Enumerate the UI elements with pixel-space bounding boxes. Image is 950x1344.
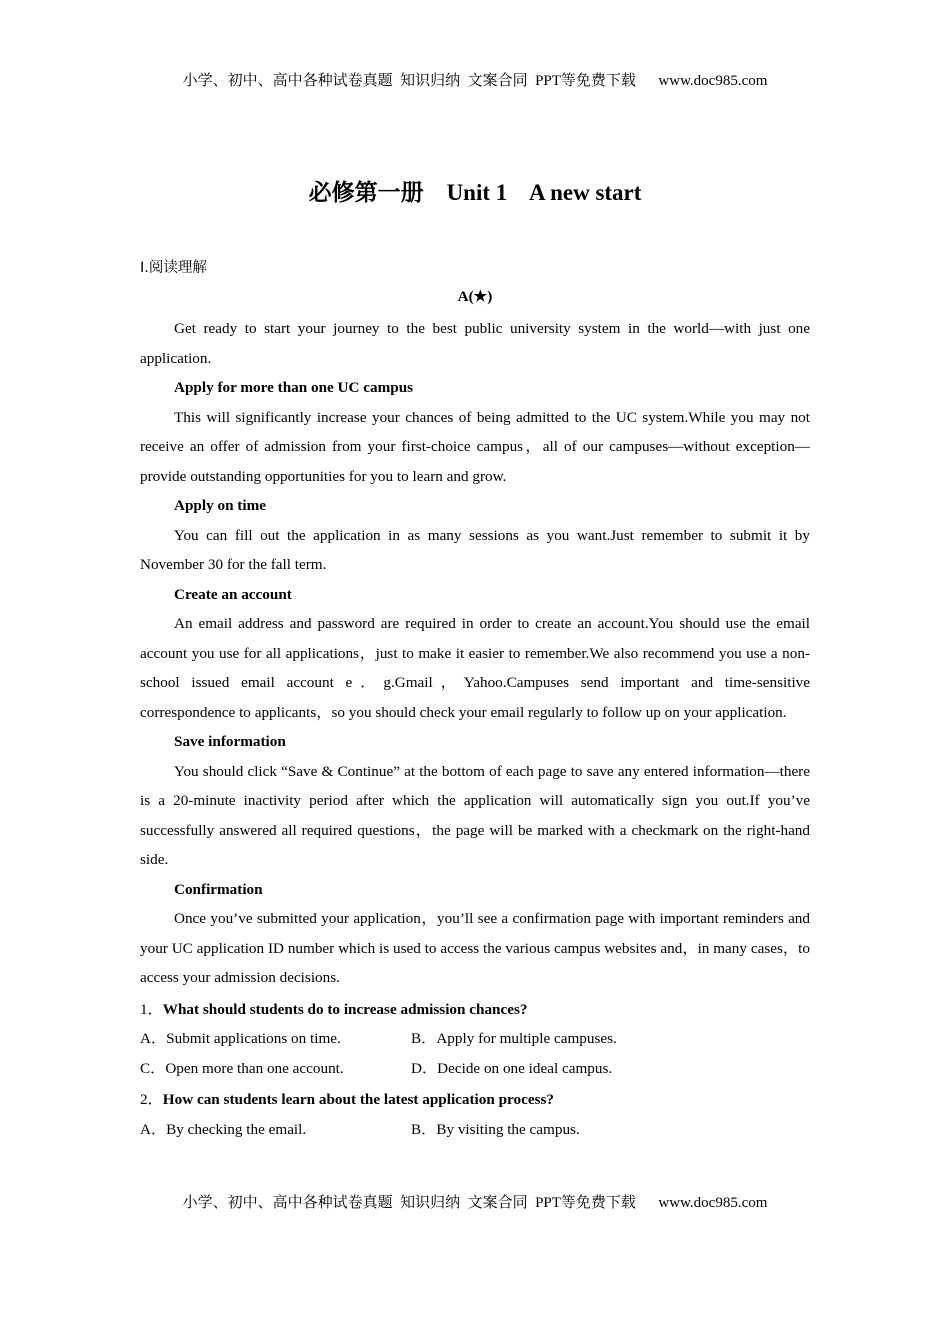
question-2 bbox=[140, 1085, 810, 1115]
option-row bbox=[140, 1024, 810, 1054]
section-paragraph: You can fill out the application in as many sessions as you want.Just remember to submit it by November 30 for the fall term. bbox=[140, 526, 810, 573]
section-heading: Save information bbox=[174, 733, 286, 750]
question-text: What should students do to increase admission chances? bbox=[162, 1000, 528, 1018]
page-title: 必修第一册 Unit 1 A new start bbox=[308, 180, 642, 205]
section-heading: Confirmation bbox=[174, 880, 263, 898]
section-heading: Create an account bbox=[174, 585, 292, 603]
option-row bbox=[140, 1115, 810, 1145]
intro-paragraph: Get ready to start your journey to the best public university system in the world—with just one application. bbox=[140, 320, 810, 367]
section-paragraph: This will significantly increase your chances of being admitted to the UC system.While you may not receive an offer of admission from your first-choice campus，all of our campuses—without exception—provide outstanding opportunities for you to learn and grow. bbox=[140, 408, 810, 485]
section-paragraph: Once you’ve submitted your application，you’ll see a confirmation page with important reminders and your UC application ID number which is used to access the various campus websites and，in many cases，to access your admission decisions. bbox=[140, 910, 810, 986]
option-row bbox=[140, 1054, 810, 1084]
option-b[interactable]: B．Apply for multiple campuses. bbox=[411, 1030, 617, 1047]
page-footer: 小学、初中、高中各种试卷真题 知识归纳 文案合同 PPT等免费下载 www.doc985.com bbox=[182, 1195, 768, 1211]
question-text: How can students learn about the latest application process? bbox=[162, 1091, 555, 1108]
question-1 bbox=[140, 995, 810, 1025]
option-d[interactable]: D．Decide on one ideal campus. bbox=[411, 1059, 613, 1077]
document-body bbox=[140, 258, 810, 1144]
section-heading: Apply on time bbox=[174, 497, 266, 514]
section-label: Ⅰ.阅读理解 bbox=[140, 260, 207, 276]
option-b[interactable]: B．By visiting the campus. bbox=[411, 1120, 580, 1138]
question-number: 2． bbox=[140, 1091, 163, 1108]
question-number: 1． bbox=[140, 1000, 163, 1018]
passage-label: A(★) bbox=[457, 288, 493, 305]
section-paragraph: You should click “Save & Continue” at the bottom of each page to save any entered information—there is a 20-minute inactivity period after which the application will automatically sign you out.If you’ve successfully answered all required questions，the page will be marked with a checkmark on the right-hand side. bbox=[140, 762, 810, 868]
page-header: 小学、初中、高中各种试卷真题 知识归纳 文案合同 PPT等免费下载 www.doc985.com bbox=[182, 73, 768, 89]
section-paragraph: An email address and password are required in order to create an account.You should use the email account you use for all applications，just to make it easier to remember.We also recommend you use a non-school issued email account e．g.Gmail，Yahoo.Campuses send important and time-sensitive correspondence to applicants，so you should check your email regularly to follow up on your application. bbox=[140, 615, 810, 721]
option-c[interactable]: C．Open more than one account. bbox=[140, 1059, 344, 1077]
option-a[interactable]: A．Submit applications on time. bbox=[140, 1030, 341, 1047]
option-a[interactable]: A．By checking the email. bbox=[140, 1120, 307, 1138]
section-heading: Apply for more than one UC campus bbox=[174, 379, 414, 396]
